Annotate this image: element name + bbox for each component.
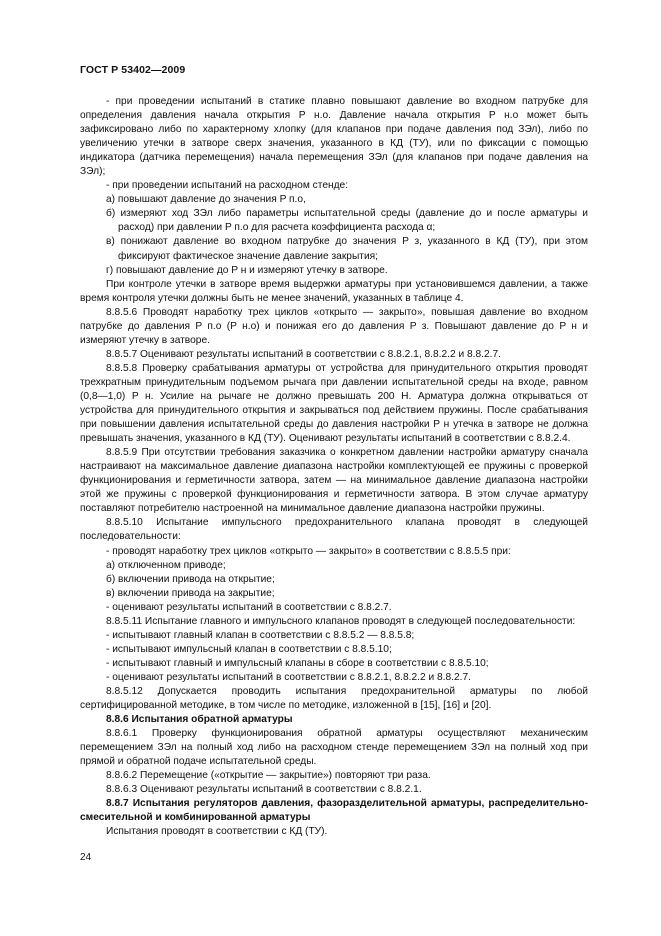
paragraph-8-8-5-8: 8.8.5.8 Проверку срабатывания арматуры от устройства для принудительного открытия проводят трехкратным принудительным подъемом рычага при давлении испытательной среды на входе, равном (0,8—1,0) P н. Усилие на рычаге не должно превышать 200 Н. Арматура должна открываться от устройства для принудительного открытия и закрываться под действием пружины. После срабатывания при повышении давления испытательной среды до давления настройки P н утечка в затворе не должна превышать значения, указанного в КД (ТУ). Оценивают результаты испытаний в соответствии с 8.8.2.4. (80, 362, 588, 445)
list-item-drive-off: а) отключенном приводе; (106, 559, 226, 571)
paragraph-8-8-5-11: 8.8.5.11 Испытание главного и импульсного клапанов проводят в следующей последовательности: (106, 615, 576, 627)
document-header: ГОСТ Р 53402—2009 (80, 64, 186, 76)
paragraph-8-8-6-1: 8.8.6.1 Проверку функционирования обратной арматуры осуществляют механическим перемещением ЗЭл на полный ход либо на расходном стенде перемещением ЗЭл на полный ход при прямой и обратной подаче испытательной среды. (80, 728, 588, 768)
paragraph-8-8-5-7: 8.8.5.7 Оценивают результаты испытаний в соответствии с 8.8.2.1, 8.8.2.2 и 8.8.2.7. (106, 348, 501, 360)
list-item-a: а) повышают давление до значения P п.о, (106, 194, 306, 206)
paragraph-leak-control: При контроле утечки в затворе время выдержки арматуры при установившемся давлении, а также время контроля утечки должны быть не менее значений, указанных в таблице 4. (80, 278, 588, 304)
section-heading-8-8-6: 8.8.6 Испытания обратной арматуры (106, 714, 293, 726)
document-body (80, 95, 588, 839)
list-item-drive-close: в) включении привода на закрытие; (106, 587, 275, 599)
page-number: 24 (80, 852, 92, 863)
list-item-assembly: - испытывают главный и импульсный клапаны в сборе в соответствии с 8.8.5.10; (106, 657, 489, 669)
paragraph-8-8-5-12: 8.8.5.12 Допускается проводить испытания предохранительной арматуры по любой сертифицированной методике, в том числе по методике, изложенной в [15], [16] и [20]. (80, 685, 588, 712)
paragraph-8-8-5-9: 8.8.5.9 При отсутствии требования заказчика о конкретном давлении настройки арматуру сначала настраивают на максимальное давление диапазона настройки комплектующей ее пружины с проверкой функционирования и герметичности затвора, затем — на минимальное давление диапазона настройки этой же пружины с проверкой функционирования и герметичности затвора. В этом случае арматуру поставляют потребителю настроенной на минимальное давление диапазона настройки пружины. (80, 447, 588, 515)
list-item-flow-stand: - при проведении испытаний на расходном стенде: (106, 180, 349, 192)
list-item-b: б) измеряют ход ЗЭл либо параметры испытательной среды (давление до и после арматуры и расход) при давлении P п.о для расчета коэффициента расхода α; (106, 208, 588, 234)
paragraph-8-8-5-6: 8.8.5.6 Проводят наработку трех циклов «открыто — закрыто», повышая давление во входном патрубке до давления P п.о (P н.о) и понижая его до давления P з. Повышают давление до P н и измеряют утечку в затворе. (80, 306, 588, 346)
list-item-drive-open: б) включении привода на открытие; (106, 573, 275, 585)
section-heading-8-8-7: 8.8.7 Испытания регуляторов давления, фазоразделительной арматуры, распределительно-смесительной и комбинированной арматуры (80, 798, 588, 824)
list-item-g: г) повышают давление до P н и измеряют утечку в затворе. (106, 264, 388, 276)
list-item-evaluate: - оценивают результаты испытаний в соответствии с 8.8.2.7. (106, 601, 392, 613)
list-item-main-valve: - испытывают главный клапан в соответствии с 8.8.5.2 — 8.8.5.8; (106, 629, 415, 641)
list-item-impulse-valve: - испытывают импульсный клапан в соответствии с 8.8.5.10; (106, 643, 392, 655)
paragraph-8-8-6-3: 8.8.6.3 Оценивают результаты испытаний в соответствии с 8.8.2.1. (106, 784, 422, 796)
list-item-evaluate-2: - оценивают результаты испытаний в соответствии с 8.8.2.1, 8.8.2.2 и 8.8.2.7. (106, 671, 471, 683)
paragraph-statics-test: - при проведении испытаний в статике плавно повышают давление во входном патрубке для определения давления начала открытия P н.о. Давление начала открытия P н.о может быть зафиксировано либо по характерному хлопку (для клапанов при подаче давления под ЗЭл), либо по увеличению утечки в затворе сверх значения, указанного в КД (ТУ), или по фиксации с помощью индикатора (датчика перемещения) начала перемещения ЗЭл (для клапанов при подаче давления на ЗЭл); (80, 96, 588, 178)
paragraph-8-8-6-2: 8.8.6.2 Перемещение («открытие — закрытие») повторяют три раза. (106, 770, 431, 782)
paragraph-8-8-5-10: 8.8.5.10 Испытание импульсного предохранительного клапана проводят в следующей последовательности: (80, 517, 588, 543)
paragraph-tu-reference: Испытания проводят в соответствии с КД (ТУ). (106, 826, 328, 838)
list-item-v: в) понижают давление во входном патрубке до значения P з, указанного в КД (ТУ), при этом фиксируют фактическое значение давление закрытия; (106, 236, 588, 262)
list-item-cycles: - проводят наработку трех циклов «открыто — закрыто» в соответствии с 8.8.5.5 при: (106, 545, 511, 557)
